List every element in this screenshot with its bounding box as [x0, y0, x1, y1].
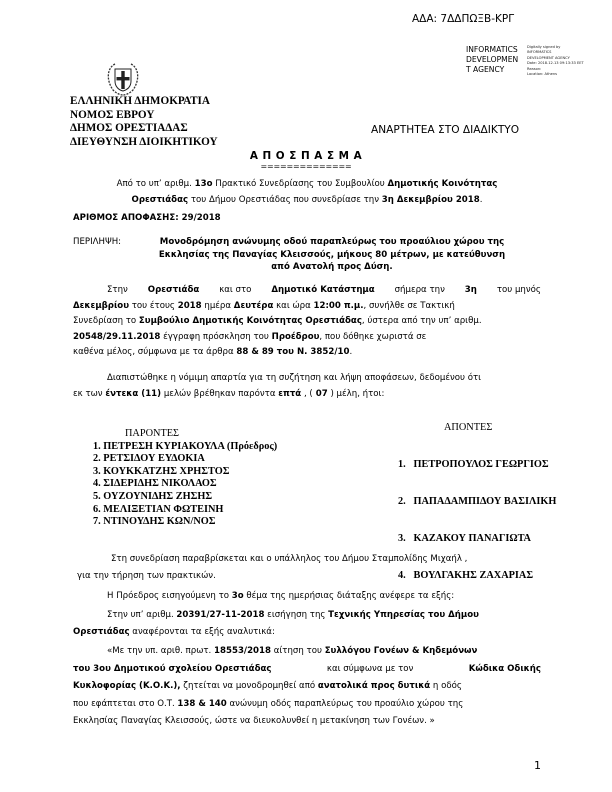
signature-detail: INFORMATICS: [527, 50, 552, 55]
stamp-line: DEVELOPMEN: [466, 55, 519, 64]
list-item: 7. ΝΤΙΝΟΥΔΗΣ ΚΩΝ/ΝΟΣ: [93, 516, 216, 528]
ada-code: ΑΔΑ: 7ΔΔΠΩΞΒ-ΚΡΓ: [412, 13, 515, 25]
decision-number: ΑΡΙΘΜΟΣ ΑΠΟΦΑΣΗΣ: 29/2018: [73, 213, 221, 223]
list-item: 2. ΡΕΤΣΙΔΟΥ ΕΥΔΟΚΙΑ: [93, 453, 205, 465]
secretary-paragraph: Στη συνεδρίαση παραβρίσκεται και ο υπάλληλος του Δήμου Σταμπολίδης Μιχαήλ , για την τήρηση των πρακτικών.: [77, 554, 468, 581]
page-number: 1: [534, 759, 541, 772]
document-title: Α Π Ο Σ Π Α Σ Μ Α: [249, 150, 363, 162]
summary-label: ΠΕΡΙΛΗΨΗ:: [73, 237, 122, 247]
list-item: 4. ΒΟΥΛΓΑΚΗΣ ΖΑΧΑΡΙΑΣ: [398, 569, 534, 581]
meeting-paragraph: Στην Ορεστιάδα και στο Δημοτικό Κατάστημα σήμερα την 3η του μηνός Δεκεμβρίου του έτους 2018 ημέρα Δευτέρα και ώρα 12:00 π.μ., συνήλθε σε Τακτική Συνεδρίαση το Συμβούλιο Δημοτικής Κοινότητας Ορεστιάδας, ύστερα από την υπ’ αριθμ. 20548/29.11.2018 έγγραφη πρόσκληση του Προέδρου, που δόθηκε χωριστά σε καθένα μέλος, σύμφωνα με τα άρθρα 88 & 89 του Ν. 3852/10.: [73, 285, 541, 357]
absent-heading: ΑΠΟΝΤΕΣ: [444, 422, 493, 433]
request-quote: «Με την υπ. αριθ. πρωτ. 18553/2018 αίτηση του Συλλόγου Γονέων & Κηδεμόνων του 3ου Δημοτικού σχολείου Ορεστιάδας και σύμφωνα με τον Κώδικα Οδικής Κυκλοφορίας (Κ.Ο.Κ.), ζητείται να μονοδρομηθεί από ανατολικά προς δυτικά η οδός που εφάπτεται στο Ο.Τ. 138 & 140 ανώνυμη οδός παραπλεύρως του προαύλιο χώρου της Εκκλησίας Παναγίας Κλεισσούς, ώστε να διευκολυνθεί η μετακίνηση των Γονέων. »: [73, 646, 541, 727]
header-line: ΝΟΜΟΣ ΕΒΡΟΥ: [70, 108, 155, 121]
signature-detail: DEVELOPMENT AGENCY: [527, 55, 570, 60]
signature-detail: Location: Athens: [527, 72, 557, 77]
list-item: 1. ΠΕΤΡΟΠΟΥΛΟΣ ΓΕΩΡΓΙΟΣ: [398, 458, 549, 470]
signature-stamp: [466, 45, 518, 75]
list-item: 6. ΜΕΛΙΞΕΤΙΑΝ ΦΩΤΕΙΝΗ: [93, 503, 224, 515]
list-item: 1. ΠΕΤΡΕΣΗ ΚΥΡΙΑΚΟΥΛΑ (Πρόεδρος): [93, 440, 278, 452]
signature-details: [527, 45, 584, 77]
list-item: 2. ΠΑΠΑΔΑΜΠΙΔΟΥ ΒΑΣΙΛΙΚΗ: [398, 495, 557, 507]
summary-text: Μονοδρόμηση ανώνυμης οδού παραπλεύρως του προαύλιου χώρου της Εκκλησίας της Παναγίας Κλεισσούς, μήκους 80 μέτρων, με κατεύθυνση από Ανατολή προς Δύση.: [158, 237, 506, 272]
intro-paragraph: Από το υπ’ αριθμ. 13ο Πρακτικό Συνεδρίασης του Συμβουλίου Δημοτικής Κοινότητας Ορεστιάδας του Δήμου Ορεστιάδας που συνεδρίασε την 3η Δεκεμβρίου 2018.: [116, 179, 498, 205]
list-item: 4. ΣΙΔΕΡΙΔΗΣ ΝΙΚΟΛΑΟΣ: [93, 478, 217, 490]
signature-detail: Reason:: [527, 66, 542, 71]
signature-detail: Date: 2018.12.13 09:13:33 EET: [527, 61, 584, 66]
header-line: ΔΗΜΟΣ ΟΡΕΣΤΙΑΔΑΣ: [70, 122, 188, 135]
stamp-line: INFORMATICS: [466, 45, 518, 54]
topic-paragraph: Η Πρόεδρος εισηγούμενη το 3ο θέμα της ημερήσιας διάταξης ανέφερε τα εξής:: [107, 591, 455, 601]
list-item: 3. ΚΑΖΑΚΟΥ ΠΑΝΑΓΙΩΤΑ: [398, 532, 531, 544]
signature-detail: Digitally signed by: [527, 45, 561, 49]
present-heading: ΠΑΡΟΝΤΕΣ: [125, 428, 180, 439]
list-item: 3. ΚΟΥΚΚΑΤΖΗΣ ΧΡΗΣΤΟΣ: [93, 465, 230, 477]
publication-note: ΑΝΑΡΤΗΤΕΑ ΣΤΟ ΔΙΑΔΙΚΤΥΟ: [371, 124, 520, 136]
quorum-paragraph: Διαπιστώθηκε η νόμιμη απαρτία για τη συζήτηση και λήψη αποφάσεων, δεδομένου ότι εκ των έντεκα (11) μελών βρέθηκαν παρόντα επτά , ( 07 ) μέλη, ήτοι:: [73, 373, 482, 399]
header-line: ΕΛΛΗΝΙΚΗ ΔΗΜΟΚΡΑΤΙΑ: [70, 95, 210, 107]
report-paragraph: Στην υπ’ αριθμ. 20391/27-11-2018 εισήγηση της Τεχνικής Υπηρεσίας του Δήμου Ορεστιάδας αναφέρονται τα εξής αναλυτικά:: [73, 610, 479, 637]
header-line: ΔΙΕΥΘΥΝΣΗ ΔΙΟΙΚΗΤΙΚΟΥ: [70, 135, 218, 148]
stamp-line: T AGENCY: [466, 65, 505, 74]
present-members: [93, 428, 277, 529]
greek-coat-of-arms-icon: [103, 60, 143, 98]
header-authority: [70, 95, 218, 149]
title-underline: ==============: [260, 162, 352, 171]
list-item: 5. ΟΥΖΟΥΝΙΔΗΣ ΖΗΣΗΣ: [93, 490, 213, 502]
